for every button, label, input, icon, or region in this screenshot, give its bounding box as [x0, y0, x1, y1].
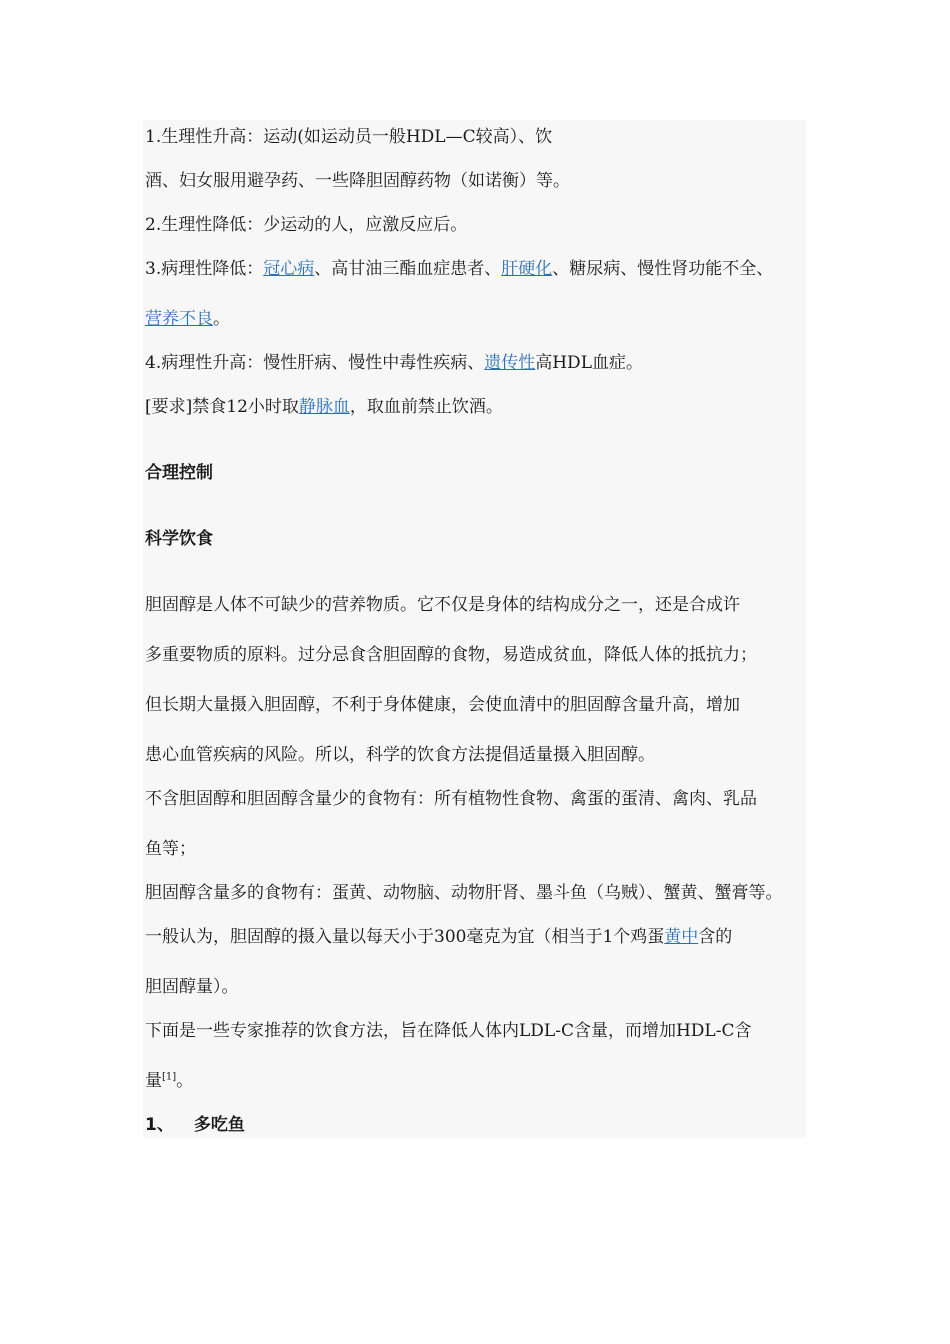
- link-coronary-disease[interactable]: 冠心病: [263, 259, 315, 279]
- text-line: 不含胆固醇和胆固醇含量少的食物有：所有植物性食物、禽蛋的蛋清、禽肉、乳品: [145, 789, 757, 809]
- text-line: 胆固醇含量多的食物有：蛋黄、动物脑、动物肝肾、墨斗鱼（乌贼）、蟹黄、蟹膏等。: [145, 883, 783, 903]
- text-line: 多重要物质的原料。过分忌食含胆固醇的食物，易造成贫血，降低人体的抵抗力；: [145, 645, 757, 665]
- citation-link[interactable]: [1]: [162, 1071, 177, 1083]
- text-line: 4.病理性升高：慢性肝病、慢性中毒性疾病、遗传性高HDL血症。: [145, 353, 643, 373]
- link-venous-blood[interactable]: 静脉血: [298, 397, 350, 417]
- text-line: 酒、妇女服用避孕药、一些降胆固醇药物（如诺衡）等。: [145, 171, 570, 191]
- text-line: 2.生理性降低：少运动的人，应激反应后。: [145, 215, 468, 235]
- text-line: 患心血管疾病的风险。所以，科学的饮食方法提倡适量摄入胆固醇。: [145, 745, 655, 765]
- text-line: 鱼等；: [145, 839, 196, 859]
- link-yolk[interactable]: 黄中: [664, 927, 699, 947]
- subsection-heading: 1、 多吃鱼: [145, 1115, 245, 1135]
- text-line: 胆固醇量）。: [145, 977, 239, 997]
- text-line: 下面是一些专家推荐的饮食方法，旨在降低人体内LDL-C含量，而增加HDL-C含: [145, 1021, 752, 1041]
- section-heading: 科学饮食: [145, 529, 213, 549]
- text-line: 1.生理性升高：运动(如运动员一般HDL—C较高）、饮: [145, 127, 553, 147]
- text-line: 但长期大量摄入胆固醇，不利于身体健康，会使血清中的胆固醇含量升高，增加: [145, 695, 740, 715]
- text-line: 营养不良。: [145, 309, 230, 329]
- link-hereditary[interactable]: 遗传性: [484, 353, 536, 373]
- text-line: 量[1]。: [145, 1071, 194, 1091]
- link-cirrhosis[interactable]: 肝硬化: [501, 259, 553, 279]
- section-heading: 合理控制: [145, 463, 213, 483]
- link-malnutrition[interactable]: 营养不良: [145, 309, 213, 329]
- text-line: 3.病理性降低：冠心病、高甘油三酯血症患者、肝硬化、糖尿病、慢性肾功能不全、: [145, 259, 774, 279]
- text-line: [要求]禁食12小时取静脉血，取血前禁止饮酒。: [145, 397, 503, 417]
- text-line: 一般认为，胆固醇的摄入量以每天小于300毫克为宜（相当于1个鸡蛋黄中含的: [145, 927, 733, 947]
- text-line: 胆固醇是人体不可缺少的营养物质。它不仅是身体的结构成分之一，还是合成许: [145, 595, 740, 615]
